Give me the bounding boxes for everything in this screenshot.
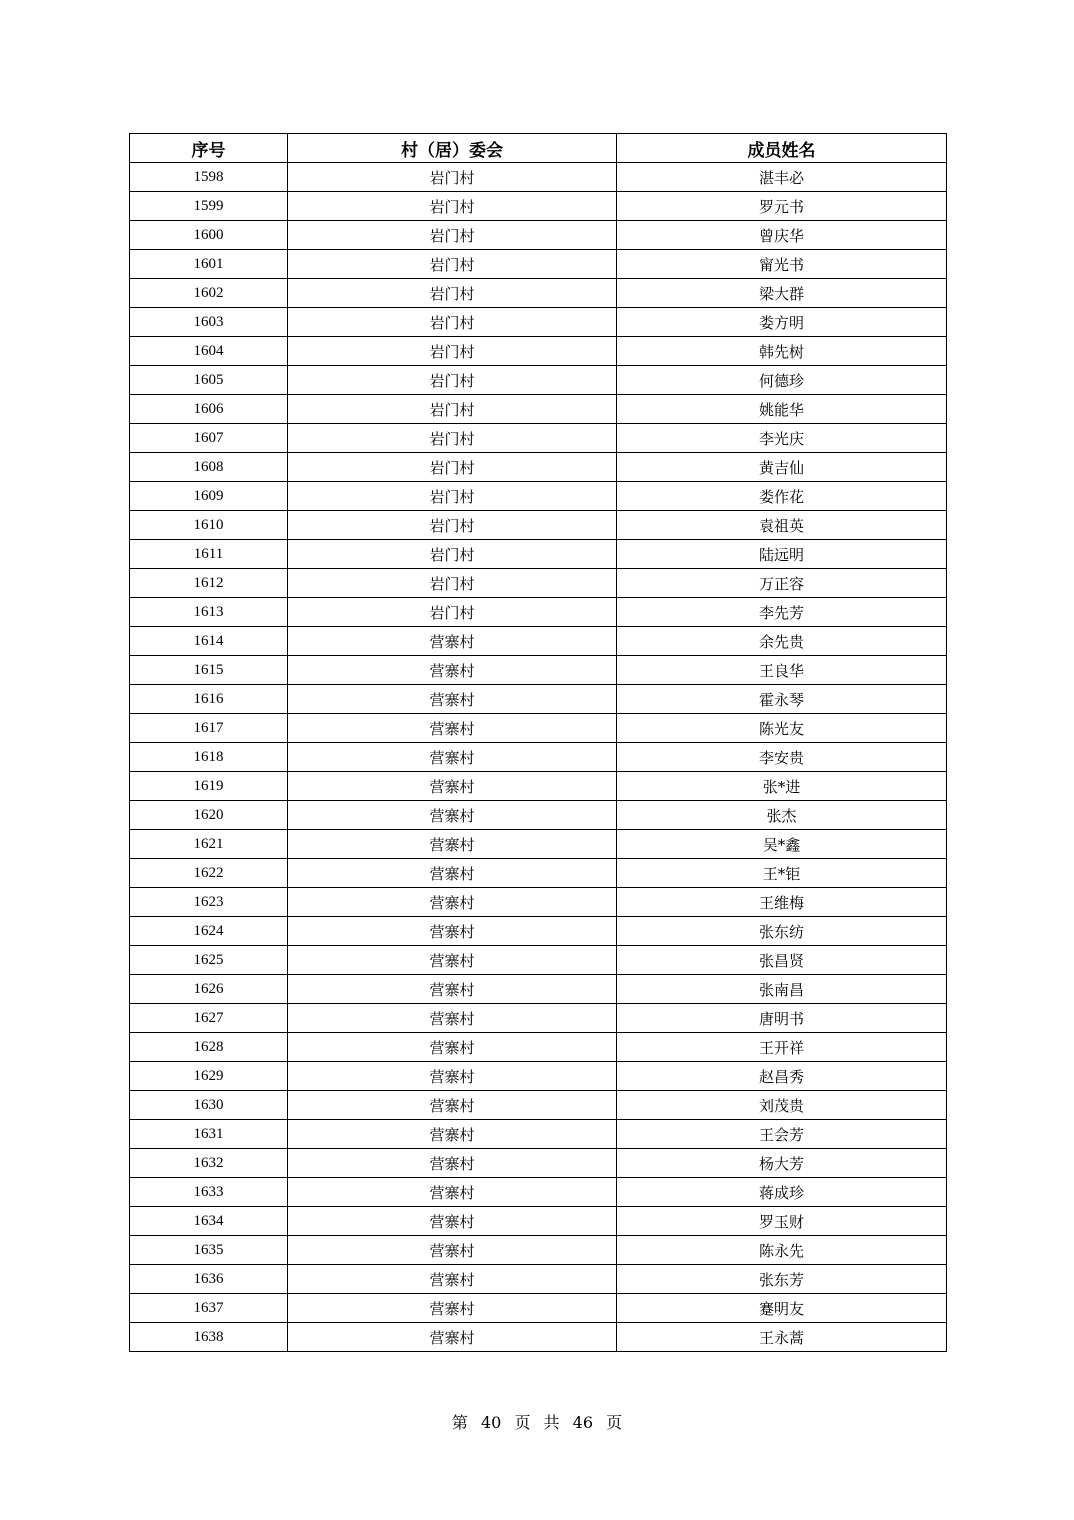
cell-committee: 岩门村	[288, 192, 617, 221]
cell-member-name: 张东纺	[617, 917, 947, 946]
cell-member-name: 王维梅	[617, 888, 947, 917]
cell-member-name: 罗元书	[617, 192, 947, 221]
cell-index: 1614	[130, 627, 288, 656]
table-row	[130, 888, 947, 917]
cell-committee: 营寨村	[288, 946, 617, 975]
footer-total-word: 共	[543, 1413, 560, 1432]
cell-index: 1600	[130, 221, 288, 250]
cell-index: 1623	[130, 888, 288, 917]
table-row	[130, 685, 947, 714]
cell-member-name: 李光庆	[617, 424, 947, 453]
cell-index: 1625	[130, 946, 288, 975]
table-row	[130, 598, 947, 627]
cell-committee: 岩门村	[288, 250, 617, 279]
cell-committee: 岩门村	[288, 337, 617, 366]
table-row	[130, 511, 947, 540]
cell-member-name: 张昌贤	[617, 946, 947, 975]
cell-index: 1602	[130, 279, 288, 308]
cell-committee: 营寨村	[288, 1033, 617, 1062]
cell-index: 1628	[130, 1033, 288, 1062]
cell-member-name: 刘茂贵	[617, 1091, 947, 1120]
table-row	[130, 830, 947, 859]
cell-index: 1607	[130, 424, 288, 453]
table-row	[130, 772, 947, 801]
cell-member-name: 唐明书	[617, 1004, 947, 1033]
cell-committee: 营寨村	[288, 1265, 617, 1294]
member-table	[129, 133, 947, 1352]
cell-index: 1617	[130, 714, 288, 743]
cell-committee: 营寨村	[288, 830, 617, 859]
cell-index: 1630	[130, 1091, 288, 1120]
cell-member-name: 甯光书	[617, 250, 947, 279]
cell-index: 1604	[130, 337, 288, 366]
cell-committee: 岩门村	[288, 482, 617, 511]
cell-member-name: 王永蒿	[617, 1323, 947, 1352]
table-row	[130, 1207, 947, 1236]
cell-member-name: 张杰	[617, 801, 947, 830]
cell-member-name: 万正容	[617, 569, 947, 598]
cell-committee: 营寨村	[288, 627, 617, 656]
cell-committee: 岩门村	[288, 163, 617, 192]
cell-member-name: 陈光友	[617, 714, 947, 743]
page-footer	[0, 1410, 1074, 1433]
table-row	[130, 1004, 947, 1033]
cell-committee: 营寨村	[288, 1207, 617, 1236]
cell-index: 1605	[130, 366, 288, 395]
cell-member-name: 何德珍	[617, 366, 947, 395]
cell-committee: 营寨村	[288, 1149, 617, 1178]
table-row	[130, 1062, 947, 1091]
table-row	[130, 656, 947, 685]
table-row	[130, 627, 947, 656]
table-row	[130, 1178, 947, 1207]
cell-committee: 营寨村	[288, 1323, 617, 1352]
cell-committee: 岩门村	[288, 569, 617, 598]
cell-index: 1637	[130, 1294, 288, 1323]
cell-committee: 岩门村	[288, 279, 617, 308]
table-row	[130, 1294, 947, 1323]
table-row	[130, 453, 947, 482]
table-row	[130, 395, 947, 424]
cell-member-name: 吴*鑫	[617, 830, 947, 859]
cell-member-name: 陈永先	[617, 1236, 947, 1265]
cell-committee: 岩门村	[288, 540, 617, 569]
cell-index: 1620	[130, 801, 288, 830]
cell-member-name: 罗玉财	[617, 1207, 947, 1236]
cell-member-name: 姚能华	[617, 395, 947, 424]
cell-index: 1626	[130, 975, 288, 1004]
cell-member-name: 娄作花	[617, 482, 947, 511]
cell-member-name: 李安贵	[617, 743, 947, 772]
cell-index: 1622	[130, 859, 288, 888]
cell-member-name: 王会芳	[617, 1120, 947, 1149]
cell-committee: 岩门村	[288, 221, 617, 250]
cell-member-name: 霍永琴	[617, 685, 947, 714]
cell-committee: 营寨村	[288, 1062, 617, 1091]
cell-committee: 岩门村	[288, 395, 617, 424]
cell-member-name: 张*进	[617, 772, 947, 801]
cell-committee: 营寨村	[288, 1294, 617, 1323]
cell-member-name: 王良华	[617, 656, 947, 685]
cell-committee: 岩门村	[288, 453, 617, 482]
cell-index: 1615	[130, 656, 288, 685]
cell-member-name: 黄吉仙	[617, 453, 947, 482]
footer-prefix: 第	[451, 1413, 468, 1432]
cell-index: 1636	[130, 1265, 288, 1294]
cell-committee: 营寨村	[288, 917, 617, 946]
footer-suffix: 页	[606, 1413, 623, 1432]
cell-member-name: 杨大芳	[617, 1149, 947, 1178]
cell-committee: 岩门村	[288, 424, 617, 453]
cell-committee: 岩门村	[288, 598, 617, 627]
cell-committee: 营寨村	[288, 1236, 617, 1265]
cell-index: 1610	[130, 511, 288, 540]
table-header-row	[130, 134, 947, 163]
header-member-name: 成员姓名	[617, 134, 947, 163]
cell-member-name: 余先贵	[617, 627, 947, 656]
cell-committee: 营寨村	[288, 1004, 617, 1033]
cell-member-name: 蒋成珍	[617, 1178, 947, 1207]
table-row	[130, 1091, 947, 1120]
cell-index: 1621	[130, 830, 288, 859]
cell-index: 1629	[130, 1062, 288, 1091]
cell-committee: 营寨村	[288, 801, 617, 830]
cell-index: 1601	[130, 250, 288, 279]
table-row	[130, 337, 947, 366]
table-row	[130, 1265, 947, 1294]
table-body	[130, 163, 947, 1352]
cell-index: 1638	[130, 1323, 288, 1352]
cell-committee: 岩门村	[288, 511, 617, 540]
cell-committee: 营寨村	[288, 859, 617, 888]
cell-member-name: 李先芳	[617, 598, 947, 627]
table-row	[130, 221, 947, 250]
cell-member-name: 赵昌秀	[617, 1062, 947, 1091]
table-row	[130, 946, 947, 975]
table-row	[130, 714, 947, 743]
cell-index: 1634	[130, 1207, 288, 1236]
cell-index: 1603	[130, 308, 288, 337]
table-row	[130, 366, 947, 395]
table-row	[130, 1323, 947, 1352]
cell-member-name: 王*钜	[617, 859, 947, 888]
cell-committee: 岩门村	[288, 366, 617, 395]
cell-committee: 营寨村	[288, 656, 617, 685]
footer-current-page: 40	[480, 1413, 502, 1432]
cell-index: 1619	[130, 772, 288, 801]
cell-committee: 营寨村	[288, 888, 617, 917]
table-row	[130, 308, 947, 337]
cell-member-name: 韩先树	[617, 337, 947, 366]
cell-committee: 营寨村	[288, 772, 617, 801]
cell-index: 1631	[130, 1120, 288, 1149]
table-row	[130, 569, 947, 598]
cell-index: 1635	[130, 1236, 288, 1265]
table-row	[130, 1149, 947, 1178]
table-row	[130, 279, 947, 308]
table-row	[130, 859, 947, 888]
cell-member-name: 袁祖英	[617, 511, 947, 540]
cell-index: 1627	[130, 1004, 288, 1033]
cell-committee: 营寨村	[288, 714, 617, 743]
cell-committee: 营寨村	[288, 1120, 617, 1149]
table-row	[130, 801, 947, 830]
cell-index: 1606	[130, 395, 288, 424]
table-row	[130, 1236, 947, 1265]
table-row	[130, 975, 947, 1004]
cell-committee: 岩门村	[288, 308, 617, 337]
cell-index: 1618	[130, 743, 288, 772]
cell-committee: 营寨村	[288, 975, 617, 1004]
footer-total-pages: 46	[572, 1413, 594, 1432]
footer-page-word: 页	[514, 1413, 531, 1432]
cell-index: 1624	[130, 917, 288, 946]
cell-index: 1599	[130, 192, 288, 221]
cell-committee: 营寨村	[288, 685, 617, 714]
table-row	[130, 917, 947, 946]
cell-member-name: 陆远明	[617, 540, 947, 569]
cell-index: 1609	[130, 482, 288, 511]
table-row	[130, 424, 947, 453]
header-committee: 村（居）委会	[288, 134, 617, 163]
cell-committee: 营寨村	[288, 1178, 617, 1207]
header-index: 序号	[130, 134, 288, 163]
table-row	[130, 163, 947, 192]
cell-index: 1612	[130, 569, 288, 598]
table-row	[130, 192, 947, 221]
table-row	[130, 250, 947, 279]
cell-member-name: 蹇明友	[617, 1294, 947, 1323]
cell-index: 1611	[130, 540, 288, 569]
table-row	[130, 540, 947, 569]
table-row	[130, 482, 947, 511]
cell-member-name: 娄方明	[617, 308, 947, 337]
table-row	[130, 1120, 947, 1149]
cell-member-name: 梁大群	[617, 279, 947, 308]
cell-index: 1613	[130, 598, 288, 627]
table-row	[130, 1033, 947, 1062]
cell-index: 1632	[130, 1149, 288, 1178]
cell-member-name: 张东芳	[617, 1265, 947, 1294]
table-row	[130, 743, 947, 772]
cell-member-name: 湛丰必	[617, 163, 947, 192]
cell-member-name: 曾庆华	[617, 221, 947, 250]
cell-index: 1598	[130, 163, 288, 192]
cell-index: 1633	[130, 1178, 288, 1207]
cell-index: 1608	[130, 453, 288, 482]
cell-member-name: 张南昌	[617, 975, 947, 1004]
cell-committee: 营寨村	[288, 1091, 617, 1120]
cell-index: 1616	[130, 685, 288, 714]
cell-member-name: 王开祥	[617, 1033, 947, 1062]
cell-committee: 营寨村	[288, 743, 617, 772]
